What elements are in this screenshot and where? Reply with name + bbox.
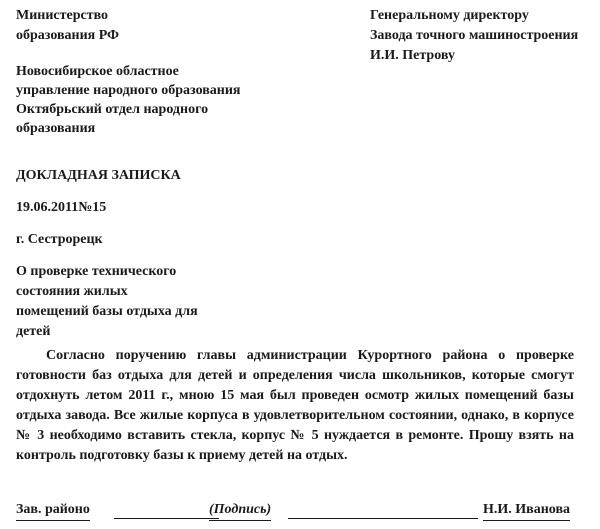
document-city: г. Сестрорецк xyxy=(16,232,103,247)
ministry-line: образования РФ xyxy=(16,28,120,43)
signer-name: Н.И. Иванова xyxy=(483,500,570,521)
recipient-block xyxy=(370,6,578,66)
subject-line: О проверке технического xyxy=(16,264,177,279)
signer-position: Зав. районо xyxy=(16,500,90,521)
signature-label: (Подпись) xyxy=(209,500,271,521)
recipient-line: Генеральному директору xyxy=(370,8,529,23)
signature-row xyxy=(16,500,576,522)
document-title: ДОКЛАДНАЯ ЗАПИСКА xyxy=(16,168,181,183)
ministry-line: Министерство xyxy=(16,8,109,23)
subject-line: состояния жилых xyxy=(16,284,128,299)
subject-line: детей xyxy=(16,324,51,339)
document-date-number: 19.06.2011№15 xyxy=(16,200,107,215)
subject-block xyxy=(16,262,198,342)
department-line: образования xyxy=(16,121,96,136)
department-block xyxy=(16,62,241,138)
subject-line: помещений базы отдыха для xyxy=(16,304,198,319)
department-line: Новосибирское областное xyxy=(16,64,179,79)
department-line: Октябрьский отдел народного xyxy=(16,102,209,117)
signature-underline xyxy=(288,500,478,519)
sender-block xyxy=(16,6,119,46)
recipient-name: И.И. Петрову xyxy=(370,48,455,63)
department-line: управление народного образования xyxy=(16,83,241,98)
memo-body: Согласно поручению главы администрации Курортного района о проверке готовности баз отдыха для детей и определения числа школьников, которые смогут отдохнуть летом 2011 г., мною 15 мая был проведен осмотр жилых помещений базы отдыха завода. Все жилые корпуса в удовлетворительном состоянии, однако, в корпусе № 3 необходимо вставить стекла, корпус № 5 нуждается в ремонте. Прошу взять на контроль подготовку базы к приему детей на отдых. xyxy=(16,348,574,463)
signature-underline xyxy=(114,500,219,519)
recipient-line: Завода точного машиностроения xyxy=(370,28,579,43)
